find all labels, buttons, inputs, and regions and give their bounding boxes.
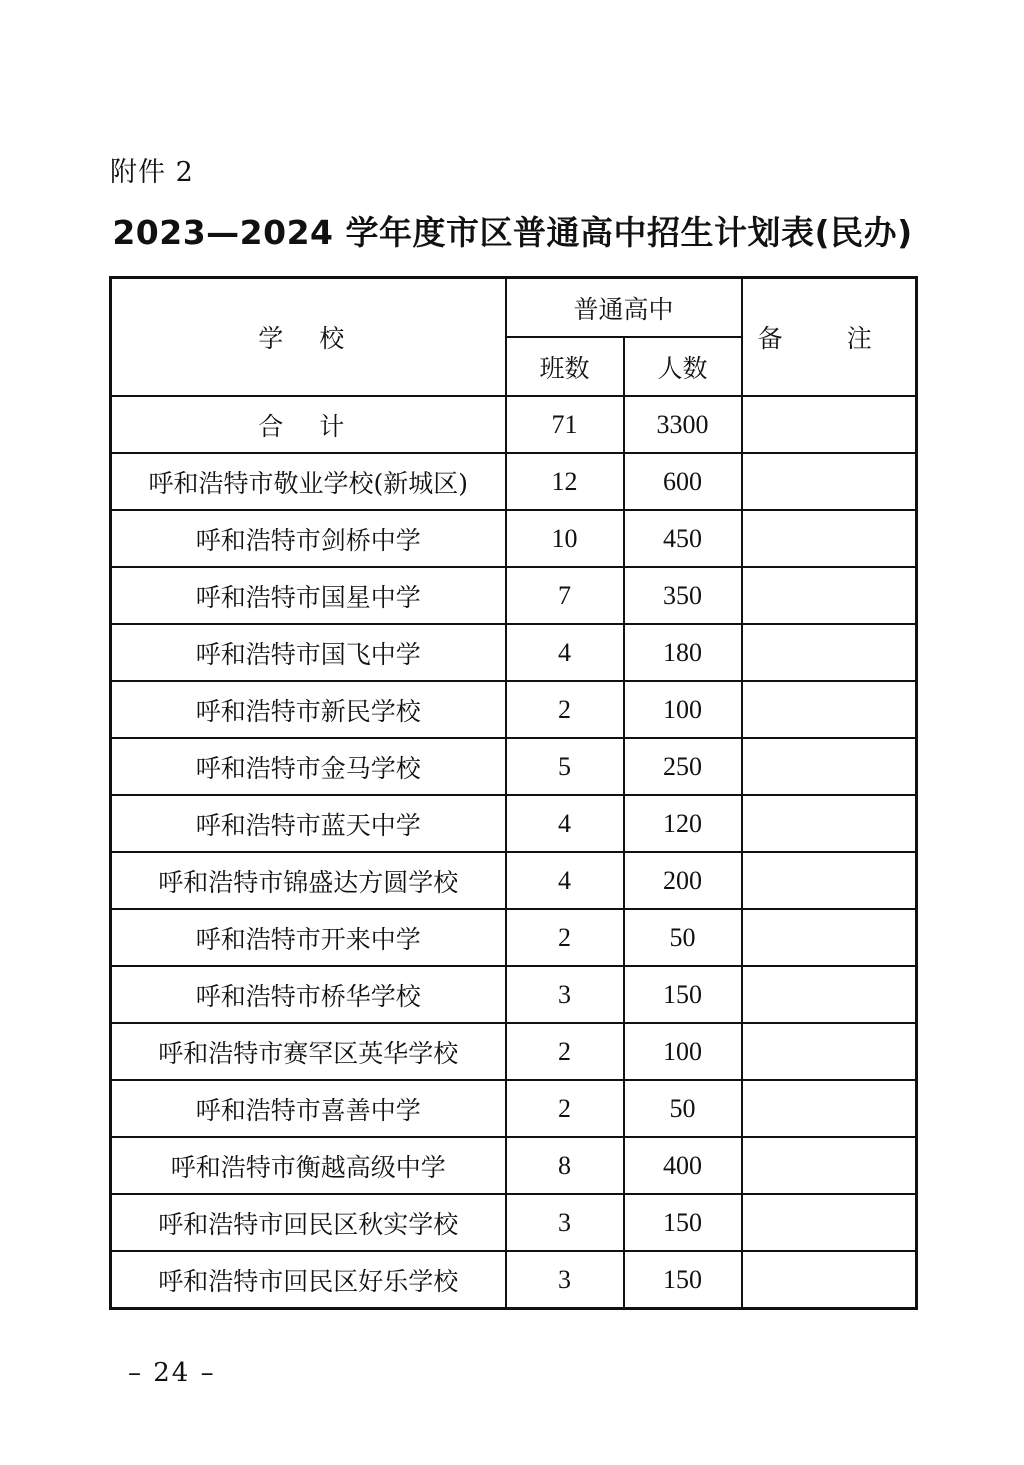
students-cell: 50 (624, 1080, 742, 1137)
table-row (111, 624, 917, 681)
header-school: 学 校 (111, 278, 506, 397)
total-label: 合 计 (111, 396, 506, 453)
header-students: 人数 (624, 337, 742, 396)
remarks-cell (742, 966, 917, 1023)
header-classes: 班数 (506, 337, 624, 396)
total-row (111, 396, 917, 453)
header-regular-high-school: 普通高中 (506, 278, 742, 338)
document-title: 2023—2024 学年度市区普通高中招生计划表(民办) (112, 213, 913, 252)
school-name-cell: 呼和浩特市桥华学校 (111, 966, 506, 1023)
classes-cell: 10 (506, 510, 624, 567)
table-row (111, 1251, 917, 1309)
school-name-cell: 呼和浩特市衡越高级中学 (111, 1137, 506, 1194)
table-row (111, 795, 917, 852)
remarks-cell (742, 1080, 917, 1137)
school-name-cell: 呼和浩特市锦盛达方圆学校 (111, 852, 506, 909)
remarks-cell (742, 795, 917, 852)
remarks-cell (742, 567, 917, 624)
school-name-cell: 呼和浩特市开来中学 (111, 909, 506, 966)
page-number: – 24 – (128, 1358, 216, 1388)
remarks-cell (742, 738, 917, 795)
table-row (111, 1023, 917, 1080)
header-remarks: 备 注 (742, 278, 917, 397)
table-row (111, 681, 917, 738)
remarks-cell (742, 1251, 917, 1309)
total-students: 3300 (624, 396, 742, 453)
table-row (111, 510, 917, 567)
students-cell: 150 (624, 1194, 742, 1251)
remarks-cell (742, 510, 917, 567)
classes-cell: 2 (506, 1023, 624, 1080)
enrollment-plan-table (109, 276, 918, 1310)
classes-cell: 12 (506, 453, 624, 510)
table-row (111, 1080, 917, 1137)
students-cell: 450 (624, 510, 742, 567)
school-name-cell: 呼和浩特市剑桥中学 (111, 510, 506, 567)
attachment-label: 附件 2 (110, 157, 194, 188)
remarks-cell (742, 453, 917, 510)
header-row-1 (111, 278, 917, 338)
students-cell: 150 (624, 1251, 742, 1309)
total-classes: 71 (506, 396, 624, 453)
classes-cell: 3 (506, 1194, 624, 1251)
students-cell: 600 (624, 453, 742, 510)
classes-cell: 2 (506, 909, 624, 966)
remarks-cell (742, 1137, 917, 1194)
school-name-cell: 呼和浩特市新民学校 (111, 681, 506, 738)
remarks-cell (742, 852, 917, 909)
classes-cell: 4 (506, 795, 624, 852)
table-row (111, 909, 917, 966)
students-cell: 180 (624, 624, 742, 681)
classes-cell: 4 (506, 624, 624, 681)
students-cell: 100 (624, 1023, 742, 1080)
students-cell: 150 (624, 966, 742, 1023)
classes-cell: 4 (506, 852, 624, 909)
classes-cell: 8 (506, 1137, 624, 1194)
classes-cell: 3 (506, 966, 624, 1023)
table-row (111, 852, 917, 909)
students-cell: 50 (624, 909, 742, 966)
students-cell: 400 (624, 1137, 742, 1194)
classes-cell: 2 (506, 681, 624, 738)
table-row (111, 567, 917, 624)
classes-cell: 5 (506, 738, 624, 795)
students-cell: 350 (624, 567, 742, 624)
remarks-cell (742, 909, 917, 966)
remarks-cell (742, 681, 917, 738)
school-name-cell: 呼和浩特市回民区好乐学校 (111, 1251, 506, 1309)
school-name-cell: 呼和浩特市金马学校 (111, 738, 506, 795)
students-cell: 100 (624, 681, 742, 738)
table-row (111, 1137, 917, 1194)
total-remarks (742, 396, 917, 453)
school-name-cell: 呼和浩特市赛罕区英华学校 (111, 1023, 506, 1080)
remarks-cell (742, 1023, 917, 1080)
table-body (111, 396, 917, 1309)
school-name-cell: 呼和浩特市敬业学校(新城区) (111, 453, 506, 510)
school-name-cell: 呼和浩特市回民区秋实学校 (111, 1194, 506, 1251)
students-cell: 250 (624, 738, 742, 795)
classes-cell: 2 (506, 1080, 624, 1137)
students-cell: 120 (624, 795, 742, 852)
school-name-cell: 呼和浩特市蓝天中学 (111, 795, 506, 852)
school-name-cell: 呼和浩特市国星中学 (111, 567, 506, 624)
students-cell: 200 (624, 852, 742, 909)
school-name-cell: 呼和浩特市国飞中学 (111, 624, 506, 681)
table-row (111, 738, 917, 795)
table-row (111, 453, 917, 510)
remarks-cell (742, 1194, 917, 1251)
table-row (111, 966, 917, 1023)
remarks-cell (742, 624, 917, 681)
table-row (111, 1194, 917, 1251)
school-name-cell: 呼和浩特市喜善中学 (111, 1080, 506, 1137)
classes-cell: 7 (506, 567, 624, 624)
classes-cell: 3 (506, 1251, 624, 1309)
